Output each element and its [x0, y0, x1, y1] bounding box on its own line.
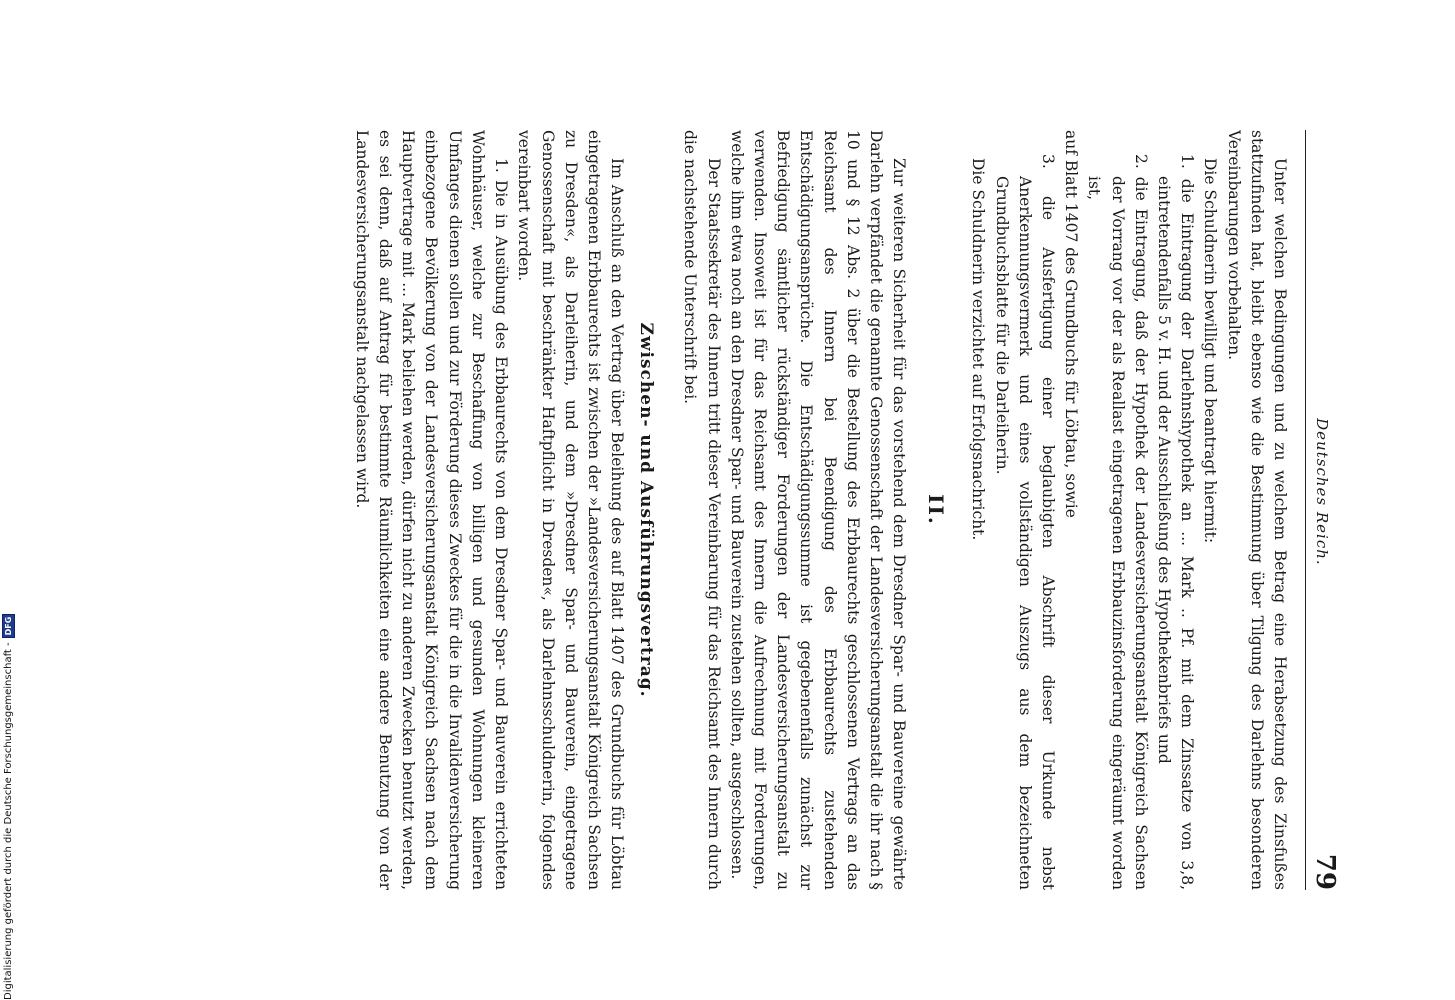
- section3-paragraph-1: Im Anschluß an den Vertrag über Beleihung des auf Blatt 1407 des Grundbuchs für Löbtau eingetragenen Erbbaurechts ist zwischen der »Landesversicherungsanstalt Königreich Sachsen zu Dresden«, als Darleiherin, und dem »Dresdner Spar- und Bauverein, eingetragene Genossenschaft mit beschränkter Haftpflicht in Dresden«, als Darlehnsschuldnerin, folgendes vereinbart worden.: [515, 130, 627, 890]
- page-number: 79: [1310, 853, 1340, 890]
- dfg-logo: DFG: [2, 614, 15, 639]
- intro-paragraph: Unter welchen Bedingungen und zu welchem Betrag eine Herabsetzung des Zinsfußes stattzufinden hat, bleibt ebenso wie die Bestimmung über Tilgung des Darlehns besonderen Vereinbarungen vorbehalten.: [1224, 130, 1289, 890]
- consent-item-2: 2. die Eintragung, daß der Hypothek der Landesversicherungsanstalt Königreich Sachsen der Vorrang vor der als Reallast eingetragenen Erbbauzinsforderung eingeräumt worden ist,: [1085, 154, 1150, 890]
- running-title: Deutsches Reich.: [1313, 418, 1331, 566]
- section3-title: Zwischen- und Ausführungsvertrag.: [636, 322, 657, 698]
- consent-item-1: 1. die Eintragung der Darlehnshypothek an ... Mark .. Pf. mit dem Zinssatze von 3,8, eintretendenfalls 5 v. H. und der Ausschließung des Hypothekenbriefs und: [1154, 154, 1197, 890]
- waiver-line: Die Schuldnerin verzichtet auf Erfolgsnachricht.: [969, 158, 988, 541]
- consent-intro: Die Schuldnerin bewilligt und beantragt hiermit:: [1201, 158, 1220, 544]
- digitization-credit: [0, 0, 16, 1000]
- section3-paragraph-2: 1. Die in Ausübung des Erbbaurechts von dem Dresdner Spar- und Bauverein errichteten Wohnhäuser, welche zur Beschaffung von billigen und gesunden Wohnungen kleineren Umfanges dienen sollen und zur Förderung dieses Zweckes für die in die Invalidenversicherung einbezogene Bevölkerung von der Landesversicherungsanstalt Königreich Sachsen nach dem Hauptvertrage mit ... Mark beliehen werden, dürfen nicht zu anderen Zwecken benutzt werden, es sei denn, daß auf Antrag für bestimmte Räumlichkeiten eine andere Benutzung von der Landesversicherungsanstalt nachgelassen wird.: [352, 130, 511, 890]
- rotated-document-page: [100, 130, 1340, 890]
- consent-item-location: auf Blatt 1407 des Grundbuchs für Löbtau, sowie: [1062, 130, 1081, 518]
- section-numeral: II.: [924, 494, 949, 526]
- consent-item-3: 3. die Ausfertigung einer beglaubigten Abschrift dieser Urkunde nebst Anerkennungsvermerk und eines vollständigen Auszugs aus dem bezeichneten Grundbuchsblatte für die Darleiherin.: [992, 154, 1057, 890]
- section2-paragraph-2: Der Staatssekretär des Innern tritt dieser Vereinbarung für das Reichsamt des Innern durch die nachstehende Unterschrift bei.: [681, 130, 723, 890]
- section2-paragraph-1: Zur weiteren Sicherheit für das vorstehend dem Dresdner Spar- und Bauvereine gewährte Darlehn verpfändet die genannte Genossenschaft der Landesversicherungsanstalt die ihr nach § 10 und § 12 Abs. 2 über die Bestellung des Erbbaurechts geschlossenen Vertrags an das Reichsamt des Innern bei Beendigung des Erbbaurechts zustehenden Entschädigungsansprüche. Die Entschädigungssumme ist gegebenenfalls zunächst zur Befriedigung sämtlicher rückständiger Forderungen der Landesversicherungsanstalt zu verwenden. Insoweit ist für das Reichsamt des Innern die Aufrechnung mit Forderungen, welche ihm etwa noch an den Dresdner Spar- und Bauverein zustehen sollten, ausgeschlossen.: [727, 130, 909, 890]
- page-header: [1305, 130, 1340, 890]
- credit-text: Digitalisierung gefördert durch die Deutsche Forschungsgemeinschaft -: [2, 642, 14, 1000]
